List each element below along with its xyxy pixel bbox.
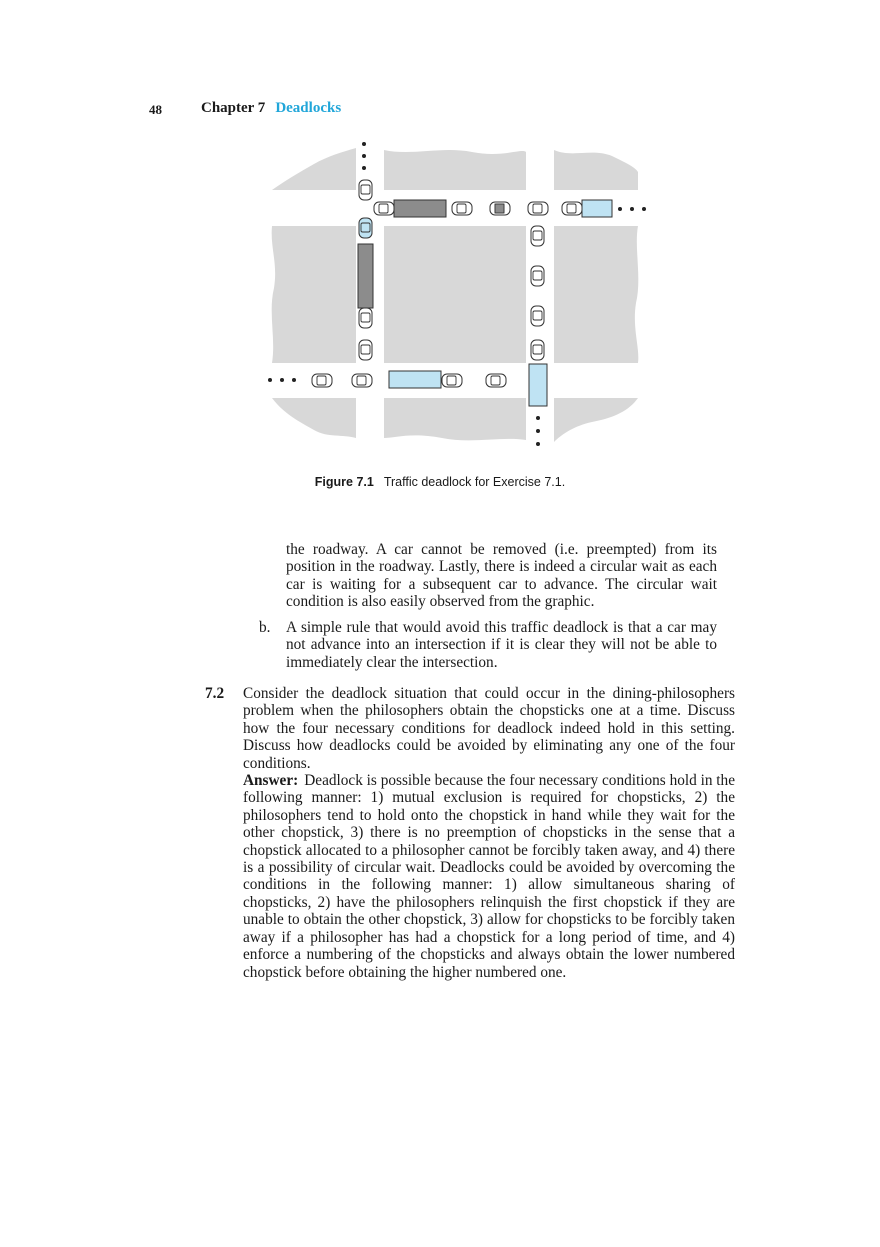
answer-label: Answer: [243, 772, 299, 790]
exercise-question: Consider the deadlock situation that could occur in the dining-philosophers problem when the philosophers obtain the chopsticks one at a time. Discuss how the four necessary conditions for deadlock indeed hold in this setting. Discuss how deadlocks could be avoided by eliminating any one of the four conditions. [243, 685, 735, 772]
exercise-7-1-continuation [286, 541, 717, 611]
chapter-label: Chapter 7 [201, 100, 266, 116]
traffic-deadlock-figure [262, 138, 648, 450]
item-b-label: b. [259, 619, 271, 636]
exercise-answer [243, 772, 735, 981]
continuation-text: the roadway. A car cannot be removed (i.e. preempted) from its position in the roadway. Lastly, there is indeed a circular wait as each car is waiting for a subsequent car to advance. The circular wait condition is also easily observed from the graphic. [286, 541, 717, 611]
answer-text: Deadlock is possible because the four necessary conditions hold in the following manner: 1) mutual exclusion is required for chopsticks, 2) the philosophers tend to hold onto the chopstick in hand while they wait for the other chopstick, 3) there is no preemption of chopsticks in the sense that a chopstick allocated to a philosopher cannot be forcibly taken away, and 4) there is a possibility of circular wait. Deadlocks could be avoided by overcoming the conditions in the following manner: 1) allow simultaneous sharing of chopsticks, 2) have the philosophers relinquish the first chopstick if they are unable to obtain the other chopstick, 3) allow for chopsticks to be forcibly taken away if a philosopher has had a chopstick for a long period of time, and 4) enforce a numbering of the chopsticks and always obtain the lower numbered chopstick before obtaining the higher numbered one. [243, 772, 735, 981]
bottom-row-vehicles [312, 371, 506, 388]
running-head [201, 100, 341, 117]
figure-caption [0, 475, 880, 489]
left-column-vehicles [358, 180, 373, 360]
exercise-7-2 [205, 685, 735, 981]
chapter-title: Deadlocks [275, 100, 342, 116]
figure-caption-text: Traffic deadlock for Exercise 7.1. [383, 475, 566, 489]
top-row-vehicles [374, 200, 612, 217]
figure-label: Figure 7.1 [314, 475, 374, 489]
exercise-7-1-item-b [259, 619, 717, 671]
city-blocks [272, 148, 639, 442]
exercise-number: 7.2 [205, 685, 225, 702]
right-column-vehicles [529, 226, 547, 406]
page-number: 48 [149, 102, 162, 117]
item-b-text: A simple rule that would avoid this traffic deadlock is that a car may not advance into an intersection if it is clear they will not be able to immediately clear the intersection. [286, 619, 717, 671]
